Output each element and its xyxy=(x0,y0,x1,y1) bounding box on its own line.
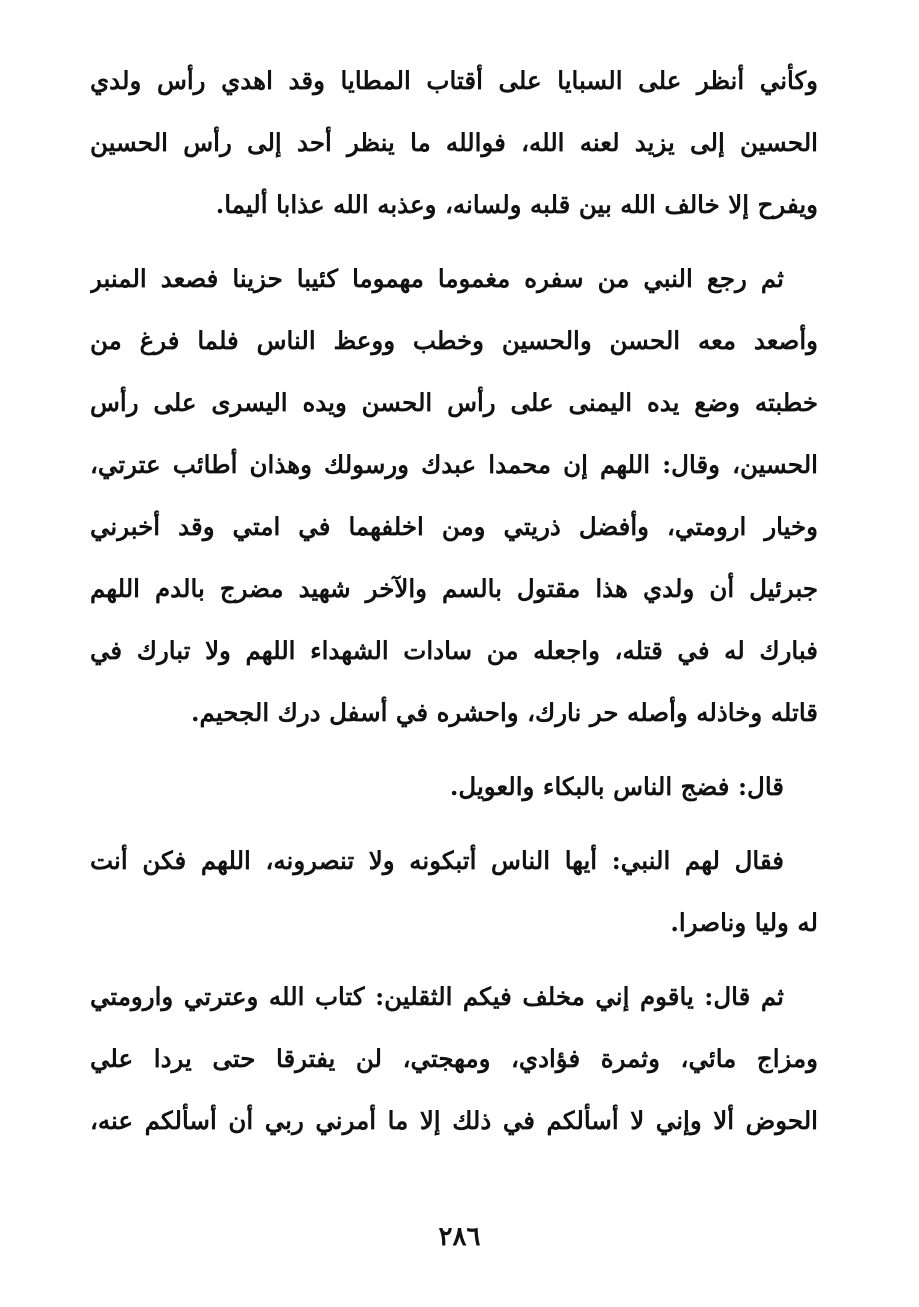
text-line: قاتله وخاذله وأصله حر نارك، واحشره في أسفل درك الجحيم. xyxy=(191,698,818,727)
text-line: الحسين إلى يزيد لعنه الله، فوالله ما ينظر أحد إلى رأس الحسين xyxy=(90,128,818,157)
page-number: ٢٨٦ xyxy=(438,1222,481,1252)
paragraph-1 xyxy=(90,50,818,236)
text-line: ويفرح إلا خالف الله بين قلبه ولسانه، وعذبه الله عذابا أليما. xyxy=(215,190,818,219)
text-line: وكأني أنظر على السبايا على أقتاب المطايا وقد اهدي رأس ولدي xyxy=(90,66,818,95)
text-line: ثم رجع النبي من سفره مغموما مهموما كئيبا حزينا فصعد المنبر xyxy=(90,264,784,293)
paragraph-5 xyxy=(90,966,818,1152)
text-line: وخيار ارومتي، وأفضل ذريتي ومن اخلفهما في امتي وقد أخبرني xyxy=(90,512,818,541)
text-line: فبارك له في قتله، واجعله من سادات الشهداء اللهم ولا تبارك في xyxy=(90,636,818,665)
page-body xyxy=(90,50,818,1164)
text-line: قال: فضج الناس بالبكاء والعويل. xyxy=(449,772,784,801)
text-line: الحسين، وقال: اللهم إن محمدا عبدك ورسولك وهذان أطائب عترتي، xyxy=(90,450,818,479)
text-line: ومزاج مائي، وثمرة فؤادي، ومهجتي، لن يفترقا حتى يردا علي xyxy=(90,1044,818,1073)
text-line: الحوض ألا وإني لا أسألكم في ذلك إلا ما أمرني ربي أن أسألكم عنه، xyxy=(90,1106,818,1135)
paragraph-4 xyxy=(90,830,818,954)
paragraph-3 xyxy=(90,756,818,818)
text-line: خطبته وضع يده اليمنى على رأس الحسن ويده اليسرى على رأس xyxy=(90,388,818,417)
paragraph-2 xyxy=(90,248,818,744)
text-line: ثم قال: ياقوم إني مخلف فيكم الثقلين: كتاب الله وعترتي وارومتي xyxy=(90,982,784,1011)
text-line: وأصعد معه الحسن والحسين وخطب ووعظ الناس فلما فرغ من xyxy=(90,326,818,355)
text-line: فقال لهم النبي: أيها الناس أتبكونه ولا تنصرونه، اللهم فكن أنت xyxy=(90,846,784,875)
text-line: له وليا وناصرا. xyxy=(670,908,818,937)
text-line: جبرئيل أن ولدي هذا مقتول بالسم والآخر شهيد مضرج بالدم اللهم xyxy=(90,574,818,603)
